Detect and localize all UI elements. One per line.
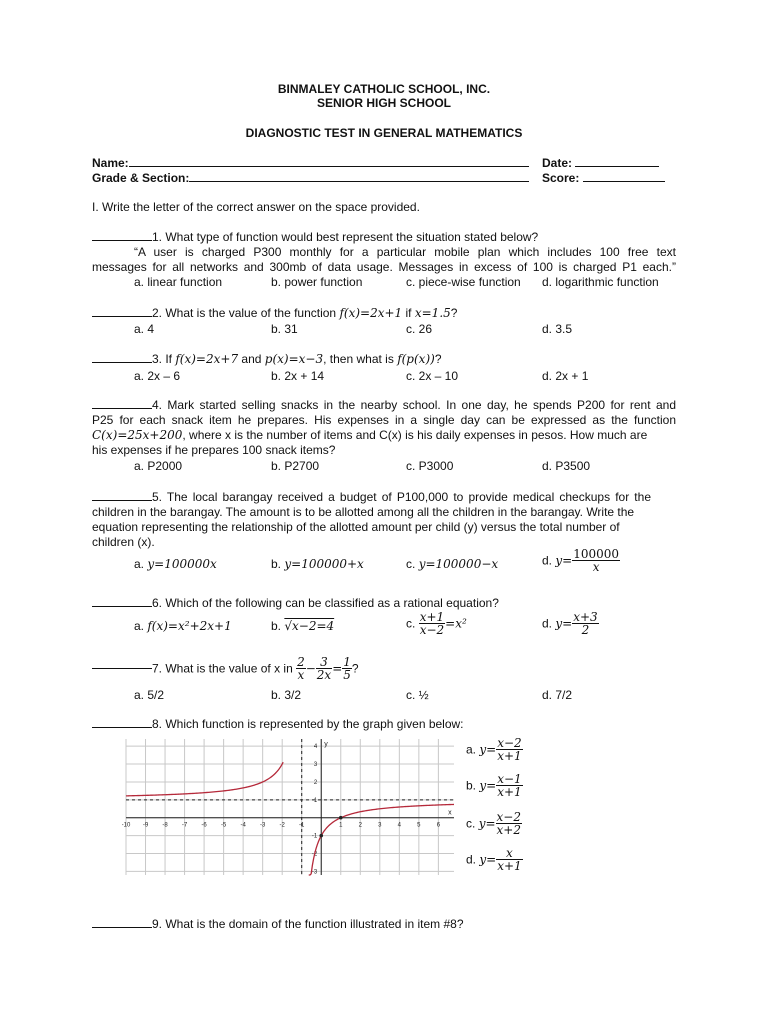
question-9 (92, 917, 464, 931)
question-8-text: 8. Which function is represented by the graph given below: (152, 717, 464, 731)
q6-option-a: a. f(x)=x²+2x+1 (134, 619, 232, 633)
date-field[interactable] (542, 156, 659, 170)
question-4-line3 (92, 428, 647, 442)
y-intercept-point (319, 834, 323, 838)
question-1-text: 1. What type of function would best represent the situation stated below? (152, 230, 539, 244)
y-tick-label: 3 (313, 762, 318, 769)
answer-blank-5[interactable] (92, 500, 152, 501)
q3-option-a: a. 2x – 6 (134, 369, 181, 383)
q7-option-b: b. 3/2 (271, 688, 302, 702)
answer-blank-7[interactable] (92, 668, 152, 669)
q2-option-d: d. 3.5 (542, 322, 573, 336)
q1-option-b: b. power function (271, 275, 363, 289)
answer-blank-8[interactable] (92, 727, 152, 728)
question-6-text: 6. Which of the following can be classified as a rational equation? (152, 596, 499, 610)
answer-blank-1[interactable] (92, 240, 152, 241)
q4-option-b: b. P2700 (271, 459, 320, 473)
question-7: 7. What is the value of x in $\frac{2}{x}$ − $\frac{3}{2x}$ = $\frac{1}{5}$ ? (92, 656, 359, 681)
instructions: I. Write the letter of the correct answer on the space provided. (92, 200, 420, 214)
q2-condition: x=1.5 (414, 306, 451, 320)
q5-option-c: c. y=100000−x (406, 557, 499, 571)
q3-end: ? (434, 352, 442, 366)
school-name: BINMALEY CATHOLIC SCHOOL, INC. (277, 82, 491, 96)
q3-option-b: b. 2x + 14 (271, 369, 325, 383)
q6-option-d: d. y= $\frac{x+3}{2}$ (542, 610, 598, 637)
q2-option-a: a. 4 (134, 322, 155, 336)
x-tick-label: -8 (162, 822, 168, 829)
x-tick-label: -2 (279, 822, 285, 829)
q5-option-b: b. y=100000+x (271, 557, 364, 571)
q8-option-a: a. y= $\frac{x-2}{x+1}$ (466, 736, 522, 763)
q1-option-a: a. linear function (134, 275, 223, 289)
question-1 (92, 230, 538, 244)
q5-option-a: a. y=100000x (134, 557, 217, 571)
q2-if: if (405, 306, 412, 320)
question-1-line1: “A user is charged P300 monthly for a particular mobile plan which includes 100 free text (134, 245, 676, 259)
q3-and: and (241, 352, 262, 366)
curve-right-branch (309, 804, 454, 875)
y-axis-label: y (324, 741, 328, 748)
x-tick-label: -7 (181, 822, 188, 829)
y-tick-label: -1 (311, 833, 318, 840)
x-tick-label: 4 (397, 822, 402, 829)
score-label: Score: (542, 171, 580, 185)
question-4 (92, 398, 676, 412)
q4-option-d: d. P3500 (542, 459, 591, 473)
question-4-line2: P25 for each snack item he prepares. His expenses in a single day can be expressed as the function (92, 413, 676, 427)
x-tick-label: 6 (436, 822, 441, 829)
q3-px: p(x)=x−3 (264, 352, 324, 366)
q3-fx: f(x)=2x+7 (175, 352, 239, 366)
q5-option-d: d. y= $\frac{100000}{x}$ (542, 547, 620, 574)
x-tick-label: -1 (299, 822, 305, 829)
question-7-text: 7. What is the value of x in (152, 661, 293, 676)
q7-option-c: c. ½ (406, 688, 429, 702)
date-label: Date: (542, 156, 573, 170)
x-tick-label: 5 (417, 822, 421, 829)
date-line[interactable] (575, 166, 659, 167)
function-graph (122, 737, 458, 877)
question-3-text: 3. If (152, 352, 173, 366)
question-8 (92, 717, 464, 731)
x-tick-label: -3 (259, 822, 266, 829)
question-5-line1: 5. The local barangay received a budget of P100,000 to provide medical checkups for the (152, 490, 651, 504)
question-4-line4: his expenses if he prepares 100 snack items? (92, 443, 336, 457)
q3-option-c: c. 2x – 10 (406, 369, 459, 383)
x-tick-label: -10 (122, 822, 131, 829)
q1-option-c: c. piece-wise function (406, 275, 521, 289)
q4-option-a: a. P2000 (134, 459, 183, 473)
question-2-text: 2. What is the value of the function (152, 306, 337, 320)
grade-label: Grade & Section: (92, 171, 190, 185)
name-label: Name: (92, 156, 129, 170)
q4-option-c: c. P3000 (406, 459, 454, 473)
q6-option-c: c. $\frac{x+1}{x-2}$ =x² (406, 610, 467, 637)
score-field[interactable] (542, 171, 665, 185)
grade-field[interactable] (92, 171, 529, 185)
q7-option-d: d. 7/2 (542, 688, 573, 702)
q2-end: ? (450, 306, 458, 320)
answer-blank-4[interactable] (92, 408, 152, 409)
name-line[interactable] (129, 166, 529, 167)
x-tick-label: -4 (240, 822, 246, 829)
q2-function: f(x)=2x+1 (339, 306, 403, 320)
x-tick-label: -9 (142, 822, 149, 829)
y-tick-label: 2 (313, 779, 318, 786)
school-level: SENIOR HIGH SCHOOL (316, 96, 451, 110)
q2-option-b: b. 31 (271, 322, 298, 336)
name-field[interactable] (92, 156, 529, 170)
answer-blank-9[interactable] (92, 927, 152, 928)
question-5 (92, 490, 651, 504)
q4-function: C(x)=25x+200 (92, 428, 183, 442)
question-1-line2: messages for all networks and 300mb of data usage. Messages in excess of 100 is charged P1 each.” (92, 260, 676, 274)
x-tick-label: 3 (378, 822, 382, 829)
q8-option-c: c. y= $\frac{x-2}{x+2}$ (466, 810, 521, 837)
q7-option-a: a. 5/2 (134, 688, 165, 702)
y-tick-label: -3 (311, 869, 318, 876)
question-9-text: 9. What is the domain of the function illustrated in item #8? (152, 917, 464, 931)
q3-then: , then what is (323, 352, 394, 366)
y-tick-label: 4 (313, 744, 318, 751)
q8-option-d: d. y= $\frac{x}{x+1}$ (466, 846, 522, 873)
question-6 (92, 596, 499, 610)
q1-option-d: d. logarithmic function (542, 275, 659, 289)
question-2 (92, 306, 457, 320)
question-5-line4: children (x). (92, 535, 155, 549)
q4-line3-text: , where x is the number of items and C(x) is his daily expenses in pesos. How much are (182, 428, 648, 442)
question-5-line2: children in the barangay. The amount is to be allotted among all the children in the barangay. Write the (92, 505, 635, 519)
answer-blank-6[interactable] (92, 606, 152, 607)
y-tick-label: 1 (313, 797, 318, 804)
q8-option-b: b. y= $\frac{x-1}{x+1}$ (466, 772, 522, 799)
q3-option-d: d. 2x + 1 (542, 369, 589, 383)
q2-option-c: c. 26 (406, 322, 433, 336)
q6-option-b: b. √x−2=4 (271, 619, 335, 633)
x-tick-label: 2 (358, 822, 362, 829)
question-3 (92, 352, 442, 366)
x-tick-label: 1 (339, 822, 343, 829)
x-tick-label: -6 (201, 822, 207, 829)
score-line[interactable] (583, 181, 665, 182)
question-5-line3: equation representing the relationship of the allotted amount per child (y) versus the total number of (92, 520, 620, 534)
question-4-line1: 4. Mark started selling snacks in the nearby school. In one day, he spends P200 for rent and (152, 398, 676, 412)
y-tick-label: -2 (311, 851, 318, 858)
test-title: DIAGNOSTIC TEST IN GENERAL MATHEMATICS (245, 126, 523, 140)
q3-fpx: f(p(x)) (397, 352, 435, 366)
answer-blank-2[interactable] (92, 316, 152, 317)
x-intercept-point (339, 816, 343, 820)
x-tick-label: -5 (220, 822, 227, 829)
x-axis-label: x (448, 809, 452, 817)
grade-line[interactable] (189, 181, 529, 182)
answer-blank-3[interactable] (92, 362, 152, 363)
